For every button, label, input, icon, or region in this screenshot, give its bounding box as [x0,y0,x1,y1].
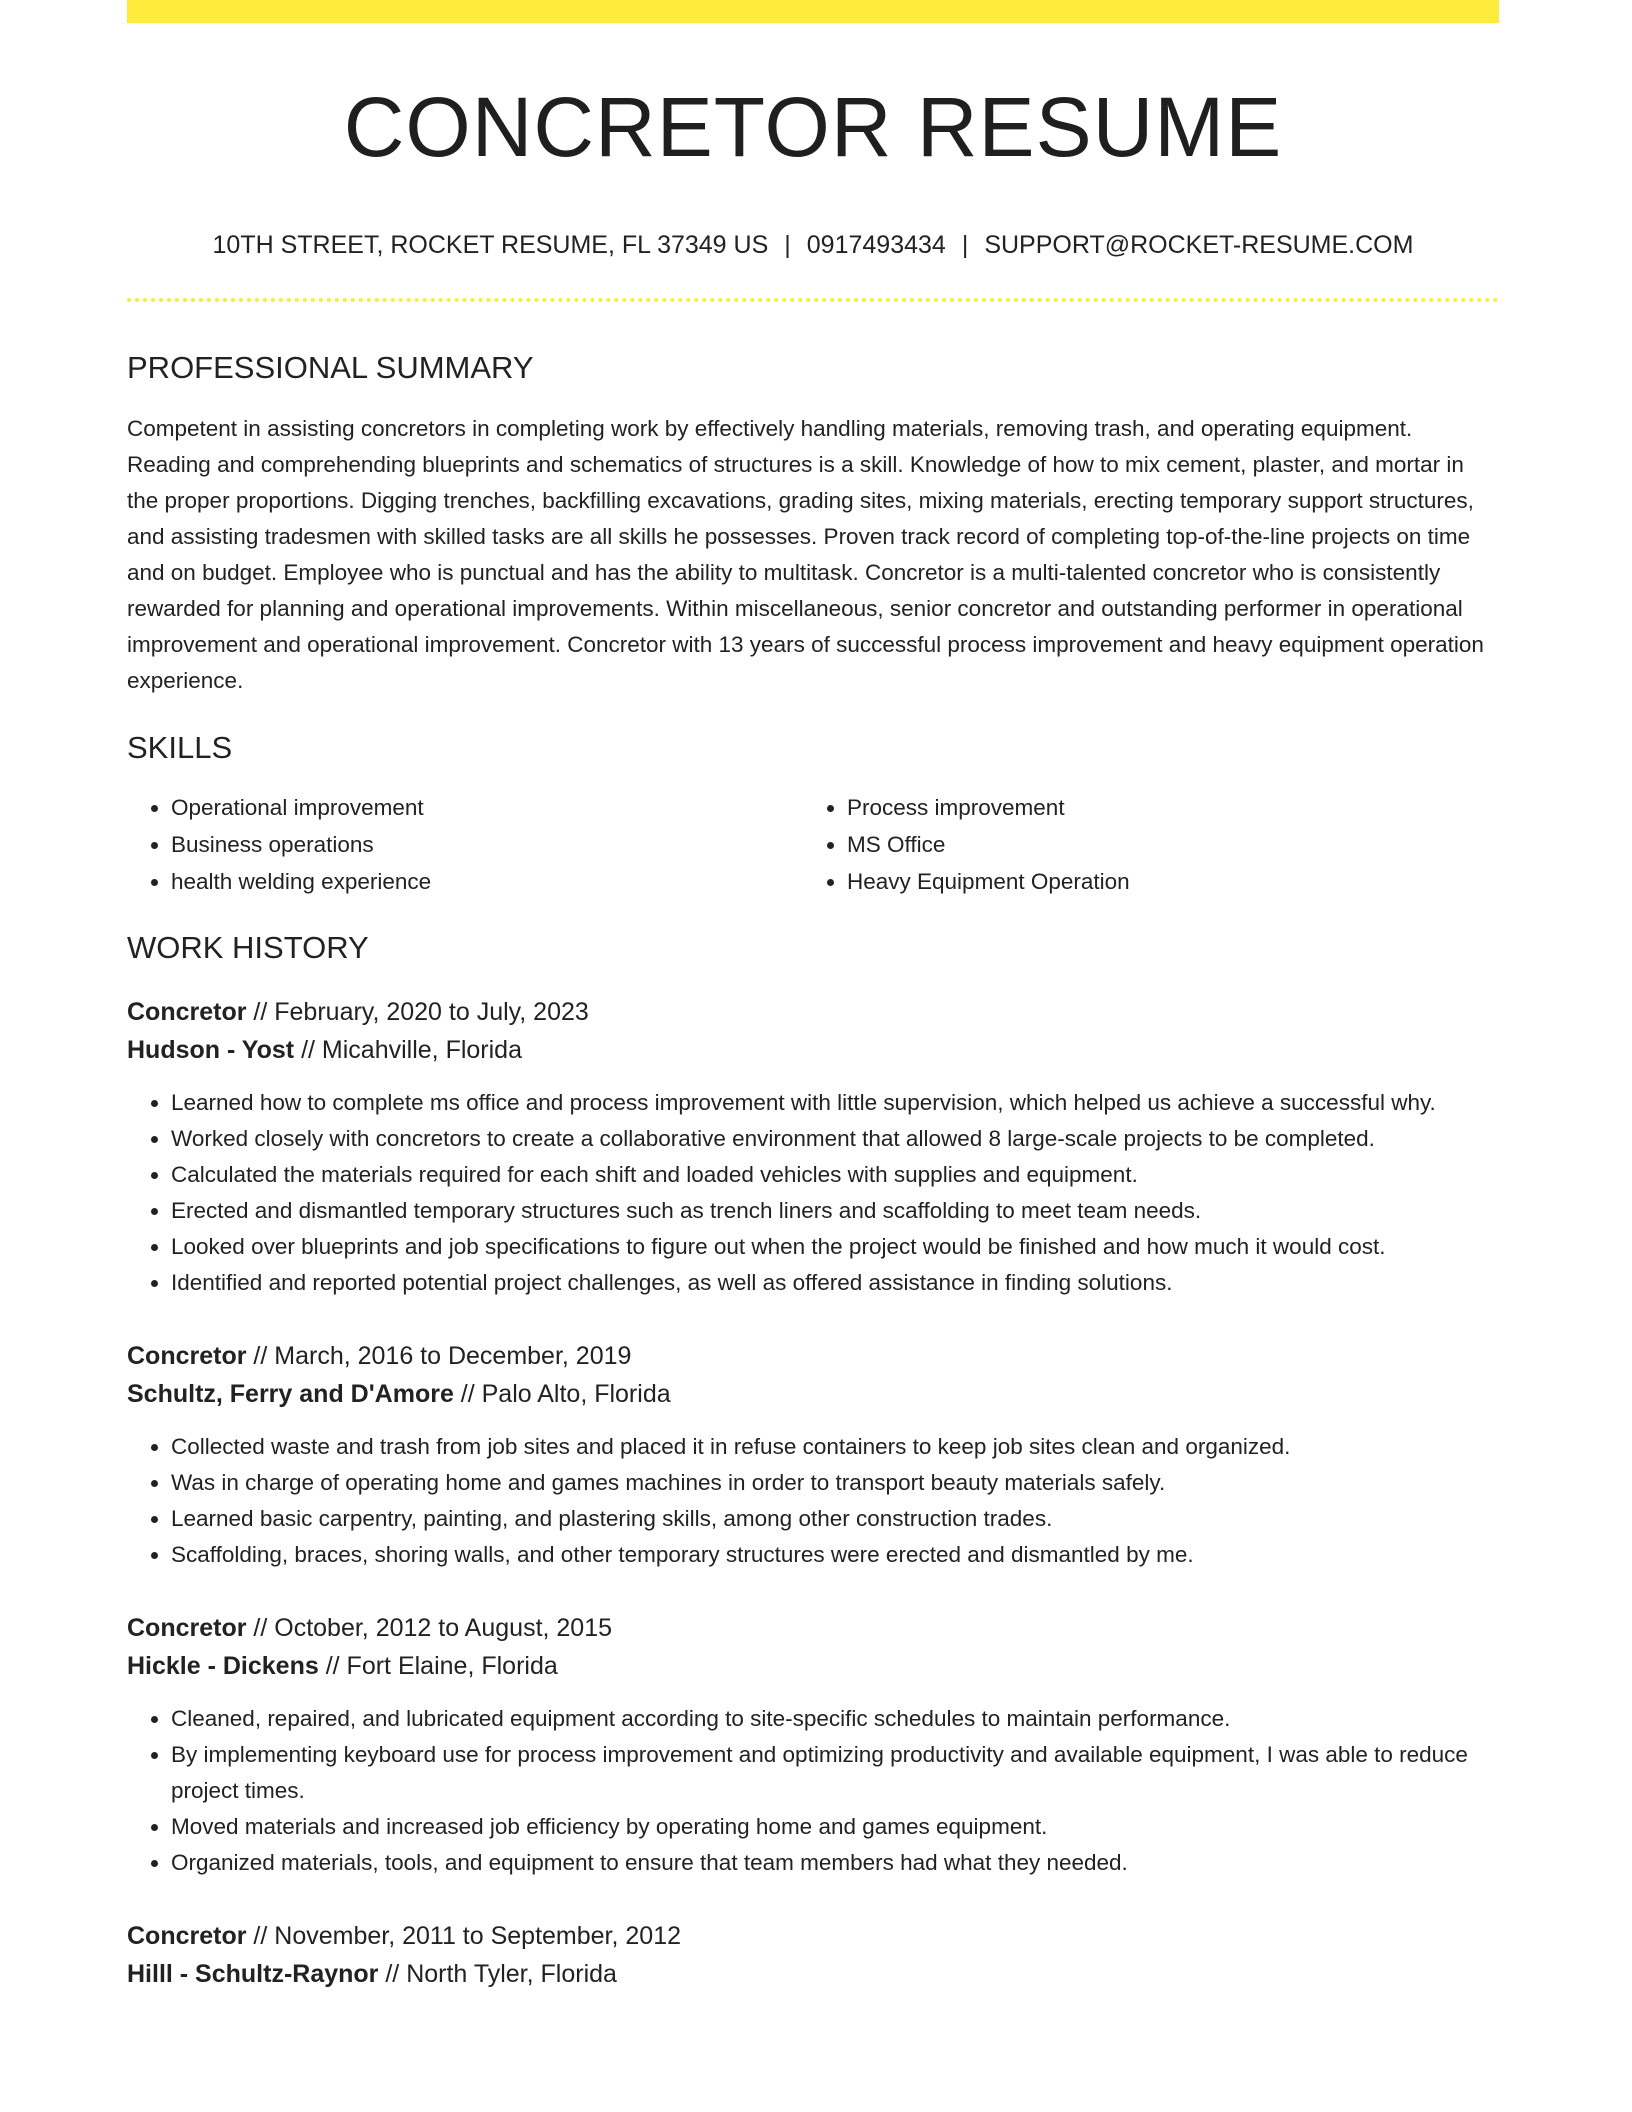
skills-list [127,789,1499,900]
job-title-line [127,1609,1499,1647]
resume-page [127,0,1499,1993]
summary-text: Competent in assisting concretors in completing work by effectively handling materials, removing trash, and operating equipment. Reading and comprehending blueprints and schematics of structures is a skill. Knowledge of how to mix cement, plaster, and mortar in the proper proportions. Digging trenches, backfilling excavations, grading sites, mixing materials, erecting temporary support structures, and assisting tradesmen with skilled tasks are all skills he possesses. Proven track record of completing top-of-the-line projects on time and on budget. Employee who is punctual and has the ability to multitask. Concretor is a multi-talented concretor who is consistently rewarded for planning and operational improvements. Within miscellaneous, senior concretor and outstanding performer in operational improvement and operational improvement. Concretor with 13 years of successful process improvement and heavy equipment operation experience. [127,416,1484,693]
job-entry [127,993,1499,1301]
work-history-heading: WORK HISTORY [127,930,369,965]
job-company: Schultz, Ferry and D'Amore [127,1380,454,1408]
job-dates: // February, 2020 to July, 2023 [253,998,589,1026]
job-title-line [127,1337,1499,1375]
job-company: Hudson - Yost [127,1036,295,1064]
job-bullet: • By implementing keyboard use for process improvement and optimizing productivity and available equipment, I was able to reduce project times. [171,1737,1499,1809]
job-location: // Micahville, Florida [301,1036,522,1064]
job-bullet: • Worked closely with concretors to create a collaborative environment that allowed 8 large-scale projects to be completed. [171,1121,1499,1157]
job-bullet: • Collected waste and trash from job sites and placed it in refuse containers to keep job sites clean and organized. [171,1429,1499,1465]
job-title: Concretor [127,998,247,1026]
job-bullet: • Learned how to complete ms office and process improvement with little supervision, which helped us achieve a successful why. [171,1085,1499,1121]
job-title: Concretor [127,1614,247,1642]
contact-separator: | [961,231,969,259]
job-bullets [127,1085,1499,1301]
job-bullet: • Looked over blueprints and job specifications to figure out when the project would be finished and how much it would cost. [171,1229,1499,1265]
job-entry [127,1917,1499,1993]
job-bullet: • Identified and reported potential project challenges, as well as offered assistance in finding solutions. [171,1265,1499,1301]
job-title-line [127,1917,1499,1955]
job-bullets [127,1701,1499,1881]
job-bullet: • Organized materials, tools, and equipment to ensure that team members had what they needed. [171,1845,1499,1881]
contact-separator: | [784,231,791,259]
skill-item: • Heavy Equipment Operation [847,863,1479,900]
job-entry [127,1337,1499,1573]
job-company-line [127,1031,1499,1069]
skills-column-right [803,789,1479,900]
job-location: // Palo Alto, Florida [460,1380,671,1408]
skill-item: • Operational improvement [171,789,803,826]
job-company-line [127,1375,1499,1413]
summary-heading: PROFESSIONAL SUMMARY [127,350,534,385]
top-accent-bar [127,0,1499,23]
job-location: // Fort Elaine, Florida [325,1652,558,1680]
job-bullets [127,1429,1499,1573]
contact-phone: 0917493434 [806,231,946,259]
contact-email: SUPPORT@ROCKET-RESUME.COM [984,231,1414,259]
job-title: Concretor [127,1342,247,1370]
contact-address: 10TH STREET, ROCKET RESUME, FL 37349 US [212,231,769,259]
page-title: CONCRETOR RESUME [343,80,1283,174]
skill-item: • MS Office [847,826,1479,863]
skill-item: • Business operations [171,826,803,863]
job-company: Hickle - Dickens [127,1652,319,1680]
job-dates: // October, 2012 to August, 2015 [253,1614,613,1642]
skill-item: • health welding experience [171,863,803,900]
job-company-line [127,1647,1499,1685]
job-bullet: • Calculated the materials required for each shift and loaded vehicles with supplies and equipment. [171,1157,1499,1193]
job-bullet: • Cleaned, repaired, and lubricated equipment according to site-specific schedules to maintain performance. [171,1701,1499,1737]
job-dates: // March, 2016 to December, 2019 [253,1342,632,1370]
job-company: Hilll - Schultz-Raynor [127,1960,379,1988]
job-bullet: • Erected and dismantled temporary structures such as trench liners and scaffolding to meet team needs. [171,1193,1499,1229]
dotted-divider [127,298,1499,302]
job-bullet: • Was in charge of operating home and games machines in order to transport beauty materials safely. [171,1465,1499,1501]
job-bullet: • Moved materials and increased job efficiency by operating home and games equipment. [171,1809,1499,1845]
job-title-line [127,993,1499,1031]
job-company-line [127,1955,1499,1993]
work-history-list [127,993,1499,1993]
job-bullet: • Scaffolding, braces, shoring walls, and other temporary structures were erected and dismantled by me. [171,1537,1499,1573]
skills-column-left [127,789,803,900]
contact-line [127,233,1499,258]
job-dates: // November, 2011 to September, 2012 [253,1922,682,1950]
job-location: // North Tyler, Florida [385,1960,617,1988]
job-title: Concretor [127,1922,247,1950]
job-entry [127,1609,1499,1881]
job-bullet: • Learned basic carpentry, painting, and plastering skills, among other construction trades. [171,1501,1499,1537]
skill-item: • Process improvement [847,789,1479,826]
skills-heading: SKILLS [127,730,233,765]
